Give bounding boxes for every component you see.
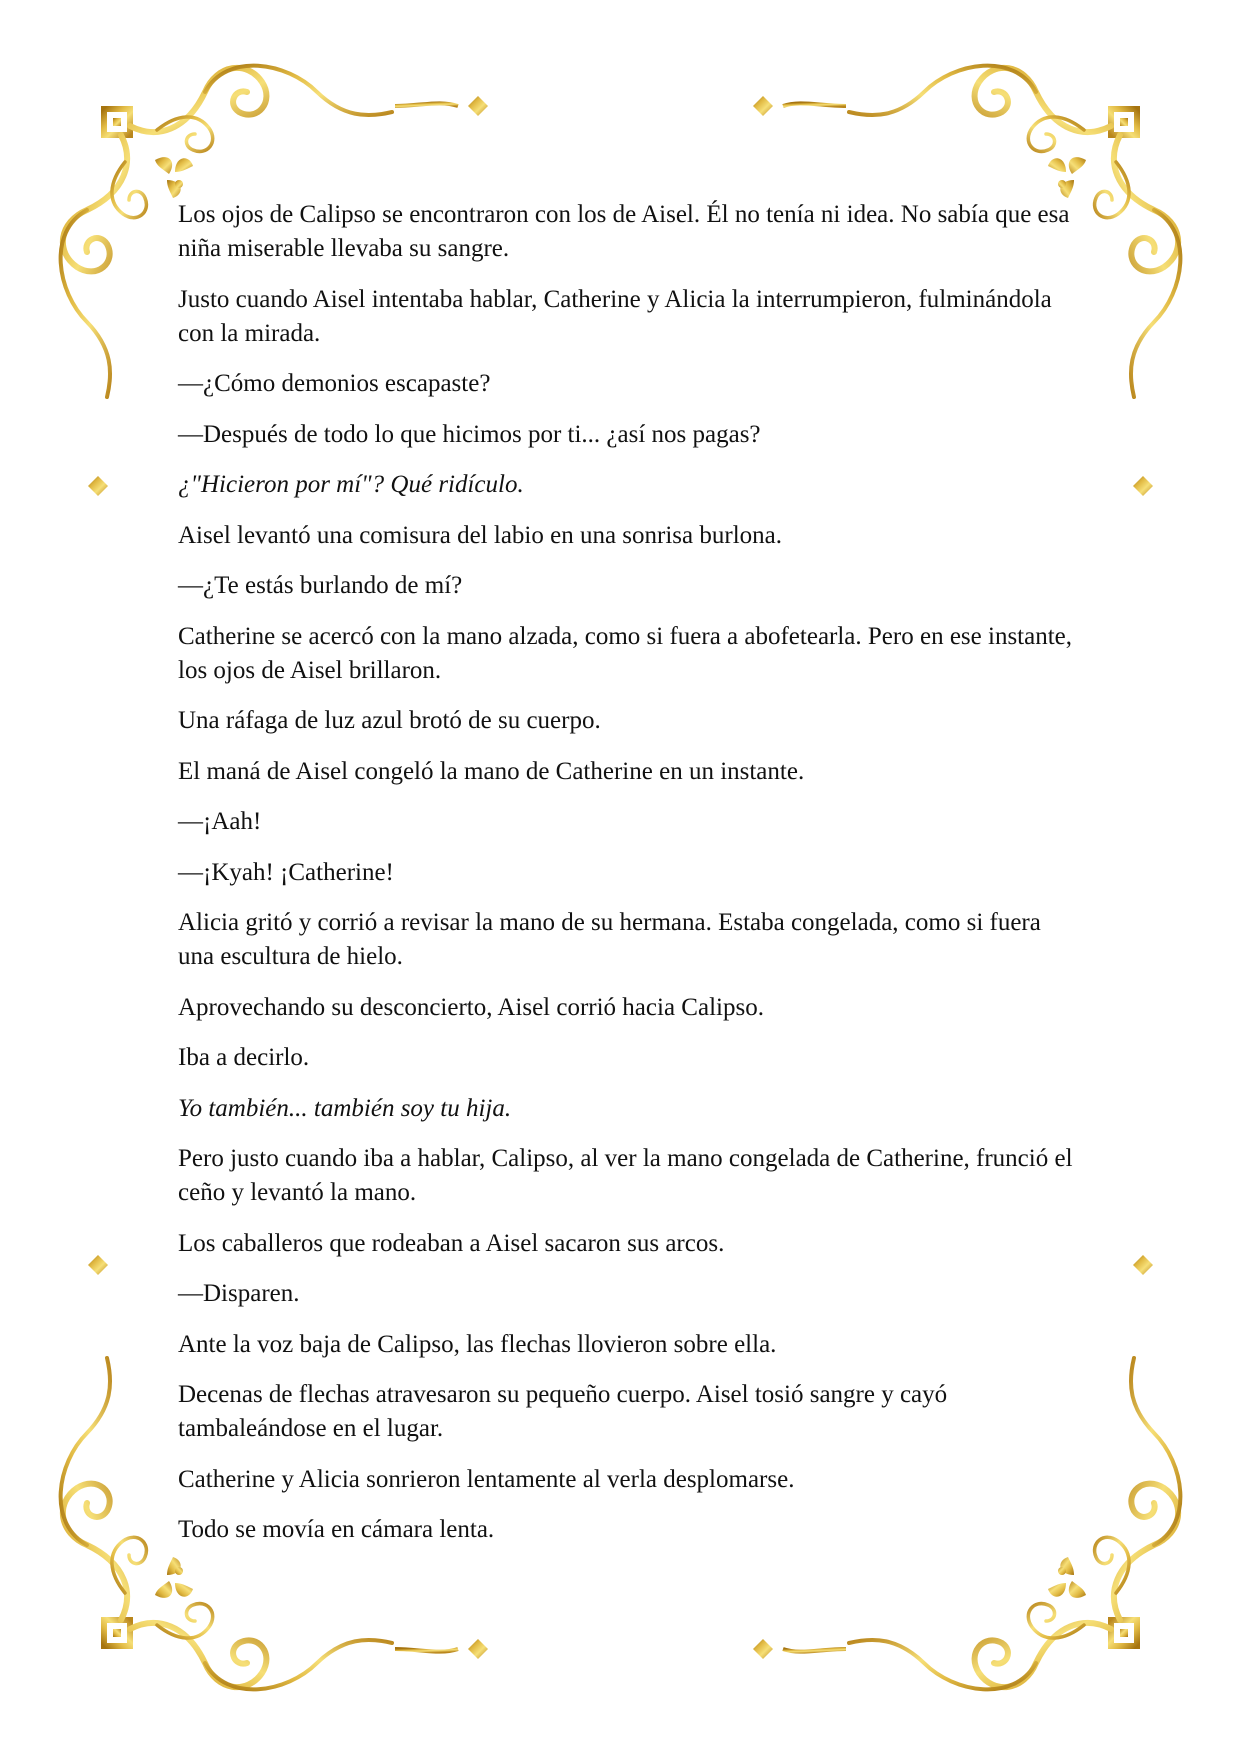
paragraph: —¿Cómo demonios escapaste? bbox=[178, 370, 491, 397]
paragraph: Pero justo cuando iba a hablar, Calipso, al ver la mano congelada de Catherine, frunció el ceño y levantó la mano. bbox=[178, 1145, 1073, 1206]
right-edge-ornament bbox=[1133, 476, 1153, 1275]
paragraph: Aisel levantó una comisura del labio en una sonrisa burlona. bbox=[178, 521, 783, 549]
paragraph: Los ojos de Calipso se encontraron con los de Aisel. Él no tenía ni idea. No sabía que esa niña miserable llevaba su sangre. bbox=[178, 201, 1070, 262]
paragraph: Los caballeros que rodeaban a Aisel sacaron sus arcos. bbox=[178, 1229, 725, 1257]
paragraph: —¡Aah! bbox=[178, 808, 262, 835]
bottom-edge-ornament bbox=[395, 1639, 846, 1659]
paragraph: —Después de todo lo que hicimos por ti... ¿así nos pagas? bbox=[178, 420, 761, 448]
paragraph: Alicia gritó y corrió a revisar la mano de su hermana. Estaba congelada, como si fuera una escultura de hielo. bbox=[178, 909, 1041, 970]
paragraph: Todo se movía en cámara lenta. bbox=[178, 1516, 495, 1543]
left-edge-ornament bbox=[88, 476, 108, 1275]
story-text bbox=[178, 198, 1078, 1564]
paragraph: —Disparen. bbox=[178, 1280, 300, 1307]
paragraph: Decenas de flechas atravesaron su pequeño cuerpo. Aisel tosió sangre y cayó tambaleándose en el lugar. bbox=[178, 1381, 948, 1442]
paragraph: ¿"Hicieron por mí"? Qué ridículo. bbox=[178, 471, 524, 498]
paragraph: Justo cuando Aisel intentaba hablar, Catherine y Alicia la interrumpieron, fulminándola con la mirada. bbox=[178, 285, 1052, 347]
paragraph: —¡Kyah! ¡Catherine! bbox=[178, 858, 394, 886]
paragraph: El maná de Aisel congeló la mano de Catherine en un instante. bbox=[178, 757, 805, 785]
paragraph: Aprovechando su desconcierto, Aisel corrió hacia Calipso. bbox=[178, 993, 764, 1021]
top-edge-ornament bbox=[395, 96, 846, 116]
paragraph: Yo también... también soy tu hija. bbox=[178, 1094, 512, 1122]
paragraph: Catherine y Alicia sonrieron lentamente al verla desplomarse. bbox=[178, 1465, 795, 1493]
paragraph: Iba a decirlo. bbox=[178, 1044, 310, 1071]
paragraph: —¿Te estás burlando de mí? bbox=[178, 572, 463, 599]
paragraph: Una ráfaga de luz azul brotó de su cuerpo. bbox=[178, 707, 601, 734]
paragraph: Ante la voz baja de Calipso, las flechas llovieron sobre ella. bbox=[178, 1330, 777, 1358]
paragraph: Catherine se acercó con la mano alzada, como si fuera a abofetearla. Pero en ese instante, los ojos de Aisel brillaron. bbox=[178, 622, 1073, 684]
